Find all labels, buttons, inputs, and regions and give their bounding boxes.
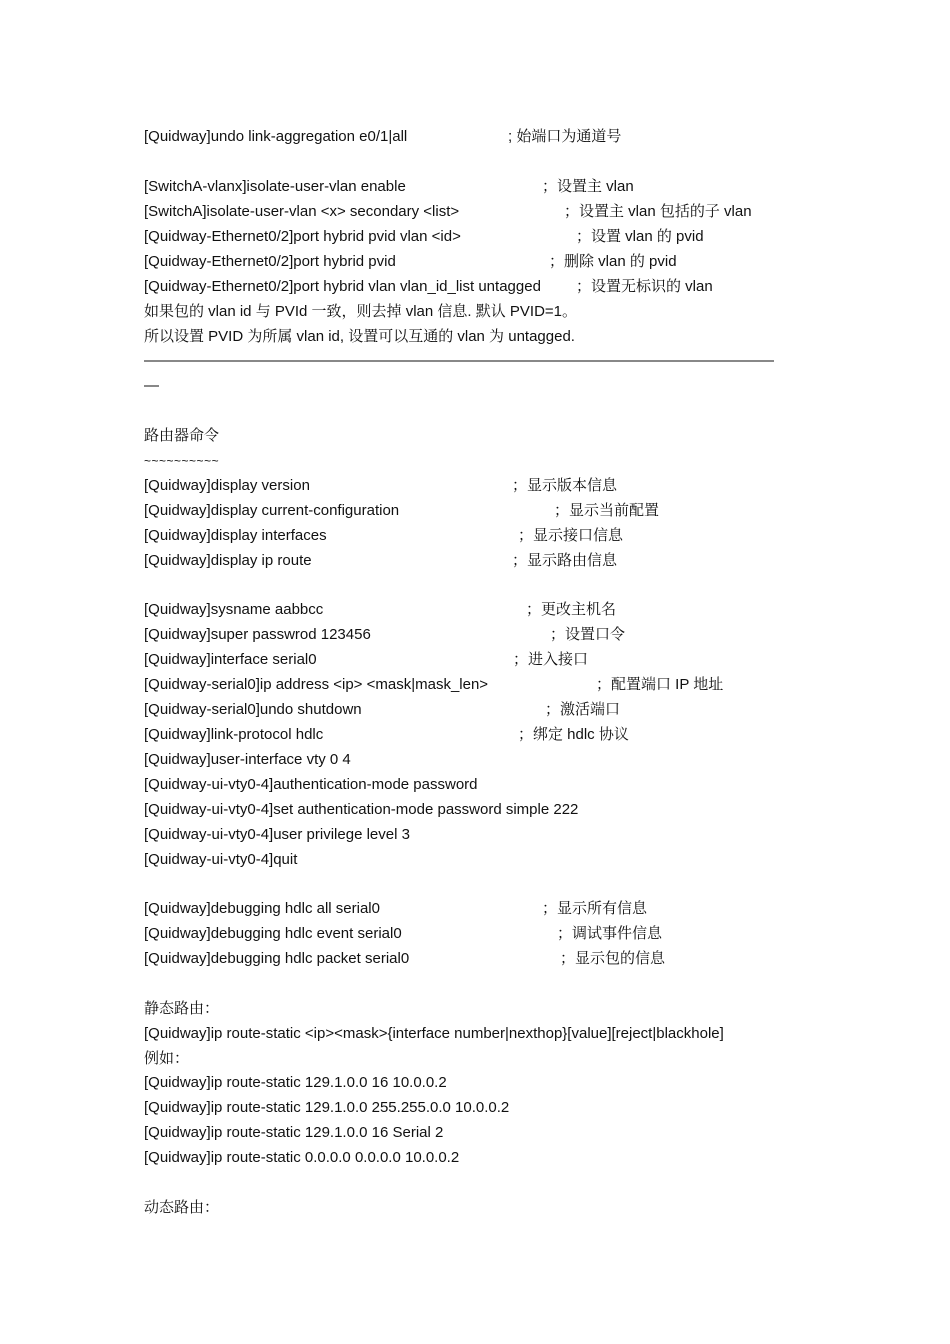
command-text: [Quidway-ui-vty0-4]user privilege level 3: [144, 826, 410, 843]
command-text: [SwitchA-vlanx]isolate-user-vlan enable: [144, 178, 406, 195]
comment-text: ；进入接口: [513, 651, 589, 668]
command-text: [Quidway]debugging hdlc packet serial0: [144, 950, 410, 967]
command-text: [Quidway-serial0]undo shutdown: [144, 701, 362, 718]
comment-text: ；配置端口 IP 地址: [596, 676, 724, 693]
section-heading: 路由器命令: [144, 427, 220, 444]
command-text: [Quidway-Ethernet0/2]port hybrid pvid vlan <id>: [144, 228, 461, 245]
comment-text: ；设置 vlan 的 pvid: [576, 228, 704, 245]
command-text: [Quidway]undo link-aggregation e0/1|all: [144, 128, 408, 145]
command-text: [Quidway-serial0]ip address <ip> <mask|mask_len>: [144, 676, 489, 693]
comment-text: ；显示所有信息: [542, 900, 648, 917]
command-text: [Quidway]interface serial0: [144, 651, 317, 668]
command-text: [Quidway-Ethernet0/2]port hybrid vlan vlan_id_list untagged: [144, 278, 541, 295]
comment-text: ；设置主 vlan: [542, 178, 634, 195]
command-text: [Quidway]display version: [144, 477, 310, 494]
command-text: [Quidway]link-protocol hdlc: [144, 726, 324, 743]
comment-text: ; 始端口为通道号: [508, 128, 622, 145]
tilde-divider: ~~~~~~~~~~: [144, 454, 220, 468]
command-text: [Quidway]debugging hdlc all serial0: [144, 900, 380, 917]
command-text: [Quidway]ip route-static <ip><mask>{interface number|nexthop}[value][reject|blackhole]: [144, 1025, 724, 1042]
comment-text: ；显示当前配置: [554, 502, 660, 519]
command-text: [Quidway]user-interface vty 0 4: [144, 751, 351, 768]
command-text: [Quidway]ip route-static 129.1.0.0 255.255.0.0 10.0.0.2: [144, 1099, 510, 1116]
comment-text: ；显示路由信息: [512, 552, 618, 569]
command-text: [SwitchA]isolate-user-vlan <x> secondary <list>: [144, 203, 460, 220]
command-text: [Quidway]ip route-static 129.1.0.0 16 Serial 2: [144, 1124, 444, 1141]
command-text: [Quidway]display interfaces: [144, 527, 327, 544]
command-text: [Quidway]sysname aabbcc: [144, 601, 324, 618]
separator-line: ——————————————————————————————————————————: [144, 352, 774, 369]
command-text: [Quidway]ip route-static 129.1.0.0 16 10.0.0.2: [144, 1074, 447, 1091]
command-text: [Quidway]display current-configuration: [144, 502, 400, 519]
comment-text: ；调试事件信息: [557, 925, 663, 942]
comment-text: ；显示接口信息: [518, 527, 624, 544]
comment-text: ；显示包的信息: [560, 950, 666, 967]
command-text: [Quidway-ui-vty0-4]set authentication-mode password simple 222: [144, 801, 579, 818]
comment-text: ；显示版本信息: [512, 477, 618, 494]
comment-text: ；绑定 hdlc 协议: [518, 726, 629, 743]
comment-text: ；更改主机名: [526, 601, 617, 618]
command-text: [Quidway-Ethernet0/2]port hybrid pvid: [144, 253, 396, 270]
section-heading: 动态路由：: [144, 1199, 220, 1216]
comment-text: ；删除 vlan 的 pvid: [549, 253, 677, 270]
paragraph-text: 如果包的 vlan id 与 PVId 一致，则去掉 vlan 信息. 默认 PVID=1。: [144, 303, 578, 320]
comment-text: ；设置无标识的 vlan: [576, 278, 713, 295]
paragraph-text: 所以设置 PVID 为所属 vlan id, 设置可以互通的 vlan 为 untagged.: [144, 328, 575, 345]
comment-text: ；设置主 vlan 包括的子 vlan: [564, 203, 752, 220]
command-text: [Quidway]display ip route: [144, 552, 312, 569]
comment-text: ；激活端口: [545, 701, 621, 718]
section-heading: 静态路由：: [144, 1000, 220, 1017]
comment-text: ；设置口令: [550, 626, 626, 643]
command-text: [Quidway]ip route-static 0.0.0.0 0.0.0.0 10.0.0.2: [144, 1149, 460, 1166]
separator-line: —: [144, 377, 159, 394]
command-text: [Quidway-ui-vty0-4]authentication-mode password: [144, 776, 478, 793]
command-text: [Quidway]super passwrod 123456: [144, 626, 371, 643]
command-text: [Quidway-ui-vty0-4]quit: [144, 851, 298, 868]
command-text: [Quidway]debugging hdlc event serial0: [144, 925, 402, 942]
example-label: 例如：: [144, 1050, 190, 1067]
